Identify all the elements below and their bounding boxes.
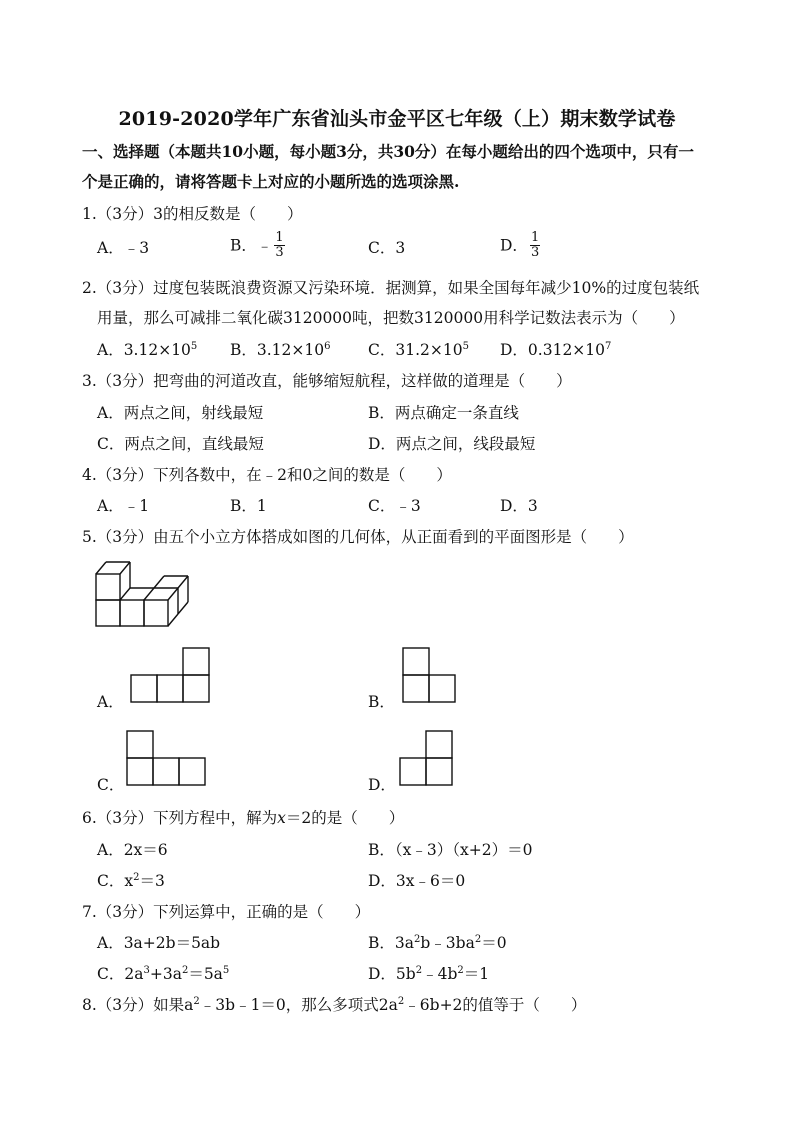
q5-option-b-figure bbox=[403, 648, 459, 704]
q6-option-a: A．2x＝6 bbox=[97, 841, 168, 859]
q6-option-b: B．（x﹣3）（x+2）＝0 bbox=[368, 841, 533, 859]
q6-option-c-post: ＝3 bbox=[139, 872, 165, 890]
q4-option-d: D．3 bbox=[500, 497, 538, 515]
section-heading-line2: 个是正确的，请将答题卡上对应的小题所选的选项涂黑. bbox=[82, 172, 460, 191]
q4-option-a: A．﹣1 bbox=[97, 497, 150, 515]
q7-option-b bbox=[368, 933, 507, 953]
question-5-stem: 5.（3分）由五个小立方体搭成如图的几何体，从正面看到的平面图形是（ ） bbox=[82, 528, 634, 546]
q2-option-b-base: B．3.12×10 bbox=[230, 341, 325, 359]
q2-option-d bbox=[500, 340, 611, 360]
q5-option-c-label: C． bbox=[97, 776, 125, 794]
q6-stem-post: ＝2的是（ ） bbox=[285, 809, 405, 827]
exponent: 6 bbox=[324, 341, 331, 352]
text-part: C．2a bbox=[97, 965, 144, 983]
cube-solid-figure bbox=[96, 560, 216, 630]
denominator: 3 bbox=[275, 245, 284, 260]
q1-option-d-prefix: D． bbox=[500, 236, 528, 255]
exponent: 5 bbox=[222, 965, 230, 976]
q2-option-c bbox=[368, 340, 469, 360]
q1-option-a: A．﹣3 bbox=[97, 239, 150, 257]
q4-option-b: B．1 bbox=[230, 497, 267, 515]
question-8-stem bbox=[82, 995, 586, 1015]
text-part: 8.（3分）如果a bbox=[82, 996, 194, 1014]
q3-option-a: A．两点之间，射线最短 bbox=[97, 404, 264, 422]
q2-option-a-base: A．3.12×10 bbox=[97, 341, 191, 359]
q2-option-b bbox=[230, 340, 331, 360]
q7-option-a: A．3a+2b＝5ab bbox=[97, 934, 221, 952]
question-2-line2: 用量，那么可减排二氧化碳3120000吨，把数3120000用科学记数法表示为（ ） bbox=[97, 309, 685, 327]
question-7-stem: 7.（3分）下列运算中，正确的是（ ） bbox=[82, 903, 371, 921]
variable: x bbox=[277, 809, 286, 827]
q1-option-b-prefix: B．﹣ bbox=[230, 236, 273, 255]
exponent: 7 bbox=[605, 341, 612, 352]
text-part: ﹣3b﹣1＝0，那么多项式2a bbox=[199, 996, 398, 1014]
text-part: +3a bbox=[149, 965, 182, 983]
q6-option-d: D．3x﹣6＝0 bbox=[368, 872, 466, 890]
question-4-stem: 4.（3分）下列各数中，在﹣2和0之间的数是（ ） bbox=[82, 466, 452, 484]
numerator: 1 bbox=[275, 230, 284, 245]
fraction bbox=[530, 231, 540, 260]
exponent: 2 bbox=[415, 965, 423, 976]
question-2-line1: 2.（3分）过度包装既浪费资源又污染环境．据测算，如果全国每年减少10%的过度包装纸 bbox=[82, 279, 700, 297]
exponent: 2 bbox=[414, 934, 421, 945]
q3-option-c: C．两点之间，直线最短 bbox=[97, 435, 264, 453]
text-part: b﹣3ba bbox=[420, 934, 475, 952]
q1-option-c: C．3 bbox=[368, 239, 406, 257]
question-1-stem: 1.（3分）3的相反数是（ ） bbox=[82, 205, 303, 223]
q5-option-d-figure bbox=[400, 731, 456, 787]
q1-option-b bbox=[230, 231, 285, 260]
exponent: 2 bbox=[474, 934, 482, 945]
q2-option-c-base: C．31.2×10 bbox=[368, 341, 463, 359]
text-part: D．5b bbox=[368, 965, 416, 983]
q2-option-a bbox=[97, 340, 197, 360]
exponent: 3 bbox=[143, 965, 150, 976]
q3-option-d: D．两点之间，线段最短 bbox=[368, 435, 536, 453]
exponent: 2 bbox=[133, 872, 140, 883]
text-part: ＝0 bbox=[481, 934, 507, 952]
text-part: ﹣4b bbox=[422, 965, 458, 983]
q4-option-c: C．﹣3 bbox=[368, 497, 421, 515]
exponent: 2 bbox=[397, 996, 405, 1007]
q5-option-b-label: B． bbox=[368, 693, 395, 711]
fraction bbox=[274, 231, 284, 260]
q5-option-d-label: D． bbox=[368, 776, 396, 794]
q1-option-d bbox=[500, 231, 540, 260]
q6-stem-pre: 6.（3分）下列方程中，解为 bbox=[82, 809, 278, 827]
numerator: 1 bbox=[530, 230, 540, 245]
text-part: ＝5a bbox=[188, 965, 223, 983]
section-heading-line1: 一、选择题（本题共10小题，每小题3分，共30分）在每小题给出的四个选项中，只有一 bbox=[82, 142, 694, 161]
q7-option-d bbox=[368, 964, 489, 984]
text-part: ﹣6b+2的值等于（ ） bbox=[404, 996, 587, 1014]
exponent: 2 bbox=[193, 996, 200, 1007]
q5-option-a-figure bbox=[131, 648, 211, 704]
q5-option-a-label: A． bbox=[97, 693, 124, 711]
q5-option-c-figure bbox=[127, 731, 207, 787]
denominator: 3 bbox=[530, 245, 540, 260]
question-6-stem bbox=[82, 808, 404, 828]
exponent: 5 bbox=[190, 341, 198, 352]
q7-option-c bbox=[97, 964, 229, 984]
page-title: 2019-2020学年广东省汕头市金平区七年级（上）期末数学试卷 bbox=[118, 108, 676, 130]
q2-option-d-base: D．0.312×10 bbox=[500, 341, 606, 359]
exponent: 5 bbox=[462, 341, 469, 352]
question-3-stem: 3.（3分）把弯曲的河道改直，能够缩短航程，这样做的道理是（ ） bbox=[82, 372, 572, 390]
q6-option-c-pre: C．x bbox=[97, 872, 134, 890]
q6-option-c bbox=[97, 871, 165, 891]
exponent: 2 bbox=[181, 965, 189, 976]
text-part: ＝1 bbox=[463, 965, 490, 983]
q3-option-b: B．两点确定一条直线 bbox=[368, 404, 519, 422]
exponent: 2 bbox=[457, 965, 464, 976]
text-part: B．3a bbox=[368, 934, 414, 952]
